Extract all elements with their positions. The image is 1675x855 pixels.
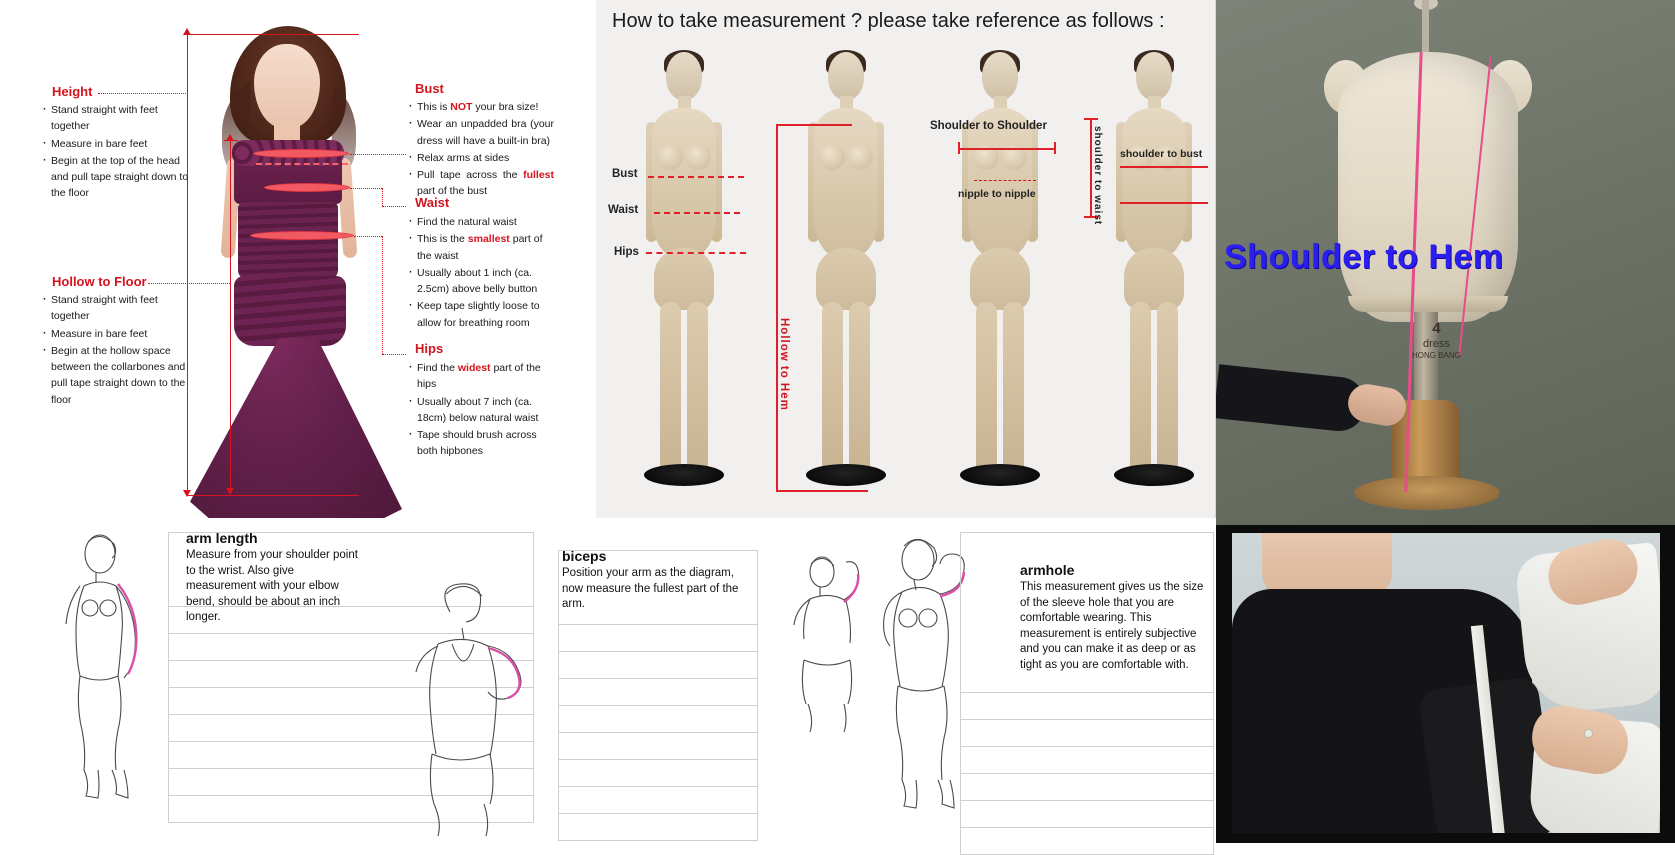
waist-bullet-1: · Find the natural waist	[408, 214, 554, 230]
table-cell	[559, 706, 758, 732]
bust-bullet-3: · Relax arms at sides	[408, 150, 554, 166]
mannequin-label-shoulder-to-waist: shoulder to waist	[1092, 126, 1103, 226]
table-cell	[961, 747, 1214, 773]
table-cell	[559, 652, 758, 678]
hollow-to-floor-arrow-bottom	[226, 488, 234, 495]
mannequin-label-nipple-to-nipple: nipple to nipple	[958, 188, 1036, 200]
mannequin-4-torso	[1122, 108, 1186, 258]
table-cell	[961, 720, 1214, 746]
table-row	[559, 706, 758, 733]
mannequin-2-right-leg	[849, 302, 870, 472]
mannequin-panel-title: How to take measurement ? please take reference as follows :	[612, 10, 1165, 32]
waist-leader-line-a	[350, 188, 382, 189]
mannequin-label-shoulder-to-shoulder: Shoulder to Shoulder	[930, 120, 1047, 132]
waist-dashed-line	[654, 212, 740, 214]
mannequin-2-hips	[816, 248, 876, 310]
annotation-title-waist: Waist	[415, 195, 450, 210]
mannequin-3-base	[960, 464, 1040, 486]
bust-bullet-4: · Pull tape across the fullest part of the bust	[408, 167, 554, 200]
table-cell	[961, 693, 1214, 719]
mannequin-1-head	[666, 52, 702, 100]
model-face	[254, 44, 320, 128]
table-cell	[961, 828, 1214, 854]
table-cell	[559, 625, 758, 651]
table-cell	[559, 679, 758, 705]
shoulder-to-hem-overlay-text: Shoulder to Hem	[1224, 238, 1504, 276]
height-bullet-3: · Begin at the top of the head and pull tape straight down to the floor	[42, 153, 190, 202]
table-row	[961, 747, 1214, 774]
note-title-arm-length: arm length	[186, 530, 258, 546]
mannequin-4-hips	[1124, 248, 1184, 310]
mannequin-label-shoulder-to-bust: shoulder to bust	[1120, 148, 1203, 160]
hollow-to-hem-bottom-tick	[776, 490, 868, 492]
mannequin-1-hips	[654, 248, 714, 310]
mannequin-figure-4	[1094, 52, 1214, 502]
dress-form-brand-line-1: dress	[1423, 338, 1450, 350]
dress-form-size-number: 4	[1432, 320, 1441, 337]
waist-bullet-3: · Usually about 1 inch (ca. 2.5cm) above belly button	[408, 265, 554, 298]
bust-dashed-line	[648, 176, 744, 178]
mannequin-4-right-leg	[1157, 302, 1178, 472]
mannequin-4-head	[1136, 52, 1172, 100]
table-row	[559, 652, 758, 679]
waist-leader-line-b	[382, 188, 383, 206]
annotation-title-hips: Hips	[415, 341, 444, 356]
mannequin-label-hips: Hips	[614, 246, 639, 258]
shoulder-to-bust-line-a	[1120, 166, 1208, 168]
mannequin-figure-1	[624, 52, 744, 502]
hips-tape-band	[250, 231, 354, 240]
hollow-to-hem-top-tick	[776, 124, 852, 126]
annotation-body-bust	[408, 99, 554, 201]
table-row	[961, 720, 1214, 747]
dress-measurement-panel	[0, 0, 595, 560]
hand-holding-tape	[1216, 372, 1406, 452]
dress-form-waistline	[1348, 296, 1508, 312]
annotation-body-height	[42, 102, 190, 203]
table-cell	[559, 733, 758, 759]
mannequin-label-bust: Bust	[612, 168, 638, 180]
table-row	[559, 733, 758, 760]
waist-tape-band	[264, 183, 350, 192]
dress-form-size-tag	[1412, 320, 1461, 361]
arm-length-note-cell	[0, 518, 556, 843]
bust-leader-line	[350, 154, 406, 155]
mannequin-2-torso	[814, 108, 878, 258]
table-row	[961, 693, 1214, 720]
mannequin-2-base	[806, 464, 886, 486]
armhole-photo	[1232, 533, 1660, 833]
armhole-photo-panel	[1216, 525, 1675, 843]
height-bullet-2: · Measure in bare feet	[42, 136, 190, 152]
note-text-arm-length: Measure from your shoulder point to the wrist. Also give measurement with your elbow bend, should be about an inch longer.	[186, 549, 358, 624]
mannequin-1-base	[644, 464, 724, 486]
annotation-title-bust: Bust	[415, 81, 444, 96]
gown-model-illustration	[168, 8, 418, 518]
table-row	[961, 774, 1214, 801]
biceps-armhole-note-cell	[556, 518, 1216, 843]
dress-form-top-pole	[1422, 0, 1429, 60]
gown-waist-ruching	[238, 202, 338, 280]
hips-bullet-2: · Usually about 7 inch (ca. 18cm) below natural waist	[408, 394, 554, 427]
mannequin-2-head	[828, 52, 864, 100]
mannequin-4-base	[1114, 464, 1194, 486]
hips-bullet-1: · Find the widest part of the hips	[408, 360, 554, 393]
hips-leader-line-c	[382, 354, 406, 355]
dress-form-photo-panel	[1216, 0, 1675, 525]
hollow-to-hem-vertical	[776, 124, 778, 492]
bust-tape-band	[253, 149, 349, 158]
table-row	[961, 828, 1214, 855]
dress-form-foot	[1354, 476, 1500, 510]
height-bottom-tick	[187, 495, 359, 496]
hollow-bullet-1: · Stand straight with feet together	[42, 292, 194, 325]
note-text-biceps: Position your arm as the diagram, now measure the fullest part of the arm.	[562, 567, 739, 611]
table-cell	[961, 801, 1214, 827]
annotation-title-hollow-to-floor: Hollow to Floor	[52, 274, 147, 289]
shoulder-to-shoulder-tick-right	[1054, 142, 1056, 154]
hollow-leader-line	[148, 283, 230, 284]
table-cell	[559, 760, 758, 786]
annotation-body-hollow-to-floor	[42, 292, 194, 409]
table-cell	[961, 774, 1214, 800]
mannequin-1-bust-right	[685, 144, 711, 170]
hips-leader-line-b	[382, 236, 383, 354]
mannequin-label-hollow-to-hem: Hollow to Hem	[778, 318, 790, 411]
mannequin-3-hips	[970, 248, 1030, 310]
note-title-biceps: biceps	[562, 548, 607, 564]
note-text-armhole: This measurement gives us the size of the sleeve hole that you are comfortable wearing. This measurement is entirely subjective and you can make it as deep or as tight as you are comfortable with.	[1020, 581, 1204, 671]
mannequin-1-torso	[652, 108, 716, 258]
height-top-tick	[187, 34, 359, 35]
bust-tape-dashed	[256, 163, 348, 165]
ring-icon	[1584, 729, 1593, 738]
mannequin-label-waist: Waist	[608, 204, 639, 216]
note-title-armhole: armhole	[1020, 562, 1075, 578]
hips-leader-line-a	[354, 236, 382, 237]
hips-dashed-line	[646, 252, 746, 254]
mannequin-2-bust-left	[819, 144, 845, 170]
height-leader-line	[98, 93, 186, 94]
shoulder-to-shoulder-tick-left	[958, 142, 960, 154]
mannequin-1-left-leg	[660, 302, 681, 472]
arm-length-bent-elbow-sketch	[388, 582, 538, 842]
dress-form-brand-line-2: HONG BANG	[1412, 351, 1461, 361]
shoulder-to-waist-top-tick	[1084, 118, 1098, 120]
mannequin-2-bust-right	[847, 144, 873, 170]
bust-bullet-2: · Wear an unpadded bra (your dress will have a built-in bra)	[408, 116, 554, 149]
hollow-bullet-2: · Measure in bare feet	[42, 326, 194, 342]
table-cell	[559, 787, 758, 813]
mannequin-figure-2	[786, 52, 906, 502]
mannequin-1-right-leg	[687, 302, 708, 472]
table-cell	[559, 814, 758, 840]
shoulder-to-bust-line-b	[1120, 202, 1208, 204]
mannequin-3-right-leg	[1003, 302, 1024, 472]
mannequin-1-bust-left	[657, 144, 683, 170]
shoulder-to-shoulder-line	[958, 148, 1056, 150]
bust-bullet-1: · This is NOT your bra size!	[408, 99, 554, 115]
gown-hip-ruching	[234, 276, 346, 346]
annotation-body-waist	[408, 214, 554, 332]
gown-mermaid-skirt	[190, 338, 402, 524]
annotation-title-height: Height	[52, 84, 93, 99]
mannequin-3-left-leg	[976, 302, 997, 472]
table-row	[961, 801, 1214, 828]
hollow-bullet-3: · Begin at the hollow space between the collarbones and pull tape straight down to the floor	[42, 343, 194, 408]
table-row	[559, 679, 758, 706]
hips-bullet-3: · Tape should brush across both hipbones	[408, 427, 554, 460]
table-row	[559, 625, 758, 652]
mannequin-4-left-leg	[1130, 302, 1151, 472]
table-row	[559, 814, 758, 841]
hollow-tick	[224, 140, 238, 141]
dress-form-body	[1338, 52, 1518, 322]
nipple-to-nipple-line	[974, 180, 1036, 181]
dark-sleeve	[1216, 364, 1368, 433]
mannequin-2-left-leg	[822, 302, 843, 472]
table-row	[559, 787, 758, 814]
waist-bullet-2: · This is the smallest part of the waist	[408, 231, 554, 264]
annotation-body-hips	[408, 360, 554, 461]
table-row	[559, 760, 758, 787]
hollow-to-floor-measure-line	[230, 140, 231, 494]
height-bullet-1: · Stand straight with feet together	[42, 102, 190, 135]
waist-bullet-4: · Keep tape slightly loose to allow for breathing room	[408, 298, 554, 331]
mannequin-3-head	[982, 52, 1018, 100]
mannequin-reference-panel	[596, 0, 1216, 525]
waist-leader-line-c	[382, 206, 406, 207]
arm-length-sketch-figure	[40, 532, 170, 802]
